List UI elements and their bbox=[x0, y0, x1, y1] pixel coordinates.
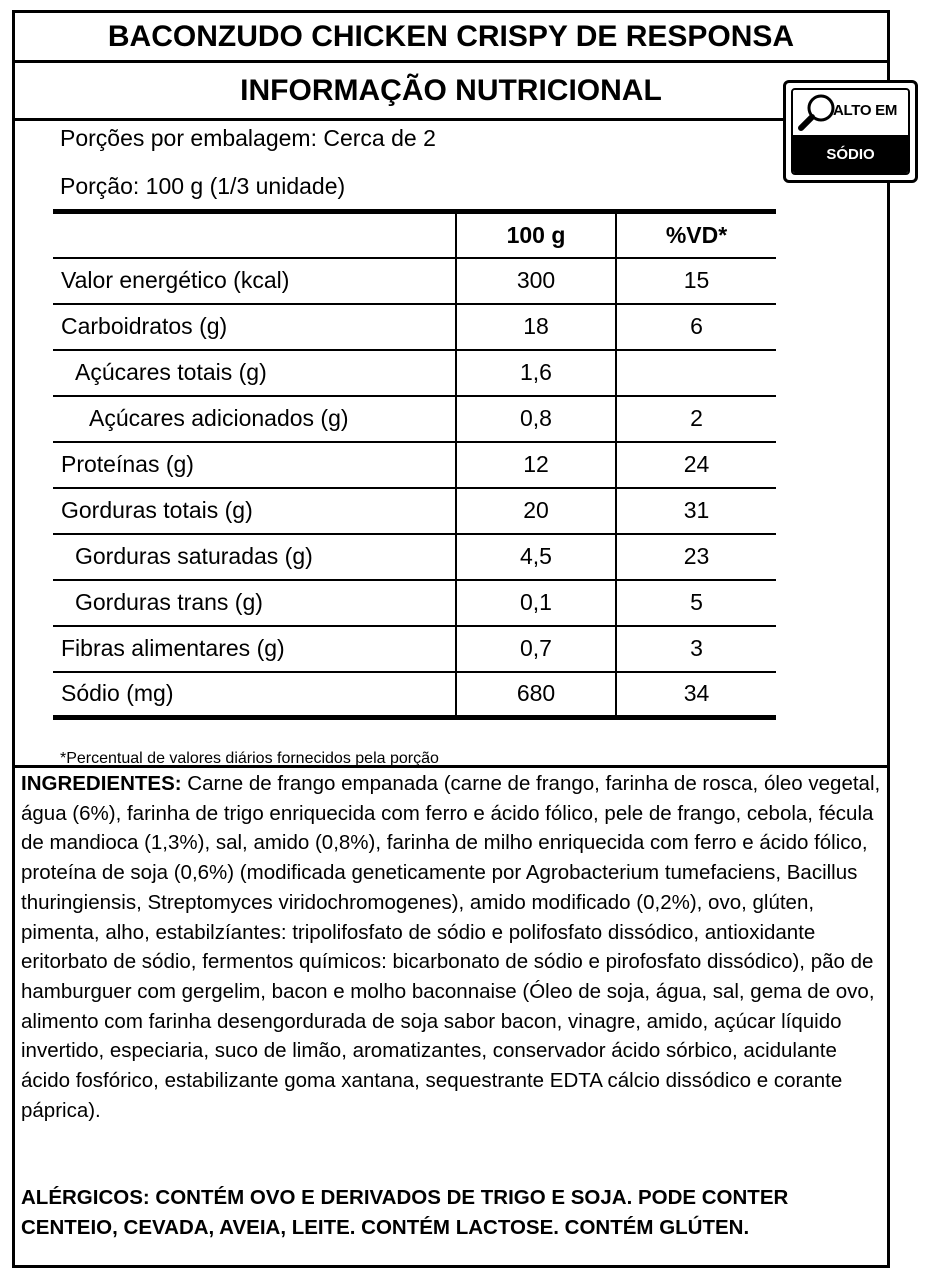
serving-size: Porção: 100 g (1/3 unidade) bbox=[60, 173, 346, 199]
product-name: BACONZUDO CHICKEN CRISPY DE RESPONSA bbox=[15, 13, 887, 63]
nutrient-value: 0,8 bbox=[456, 396, 616, 442]
nutrient-label: Açúcares totais (g) bbox=[53, 350, 456, 396]
nutrient-label: Gorduras totais (g) bbox=[53, 488, 456, 534]
high-sodium-badge bbox=[783, 80, 918, 183]
nutrition-table bbox=[53, 209, 776, 720]
ingredients-heading: INGREDIENTES: bbox=[21, 772, 182, 795]
nutrient-dv: 15 bbox=[616, 258, 776, 304]
table-row bbox=[53, 304, 776, 350]
table-row bbox=[53, 488, 776, 534]
nutrient-value: 0,1 bbox=[456, 580, 616, 626]
divider bbox=[15, 765, 887, 768]
badge-bottom-text: SÓDIO bbox=[793, 135, 908, 173]
servings-per-package: Porções por embalagem: Cerca de 2 bbox=[60, 125, 436, 151]
nutrient-dv bbox=[616, 350, 776, 396]
nutrient-value: 12 bbox=[456, 442, 616, 488]
nutrient-dv: 34 bbox=[616, 672, 776, 718]
nutrient-label: Carboidratos (g) bbox=[53, 304, 456, 350]
badge-top bbox=[793, 90, 908, 135]
badge-inner-border bbox=[791, 88, 910, 175]
nutrient-dv: 2 bbox=[616, 396, 776, 442]
nutrient-value: 300 bbox=[456, 258, 616, 304]
nutrient-value: 1,6 bbox=[456, 350, 616, 396]
nutrient-dv: 6 bbox=[616, 304, 776, 350]
nutrient-label: Gorduras trans (g) bbox=[53, 580, 456, 626]
badge-top-text: ALTO EM bbox=[833, 102, 898, 119]
nutrient-label: Fibras alimentares (g) bbox=[53, 626, 456, 672]
table-row bbox=[53, 580, 776, 626]
table-row bbox=[53, 672, 776, 718]
table-row bbox=[53, 396, 776, 442]
table-row bbox=[53, 442, 776, 488]
nutrient-value: 0,7 bbox=[456, 626, 616, 672]
header-label bbox=[53, 212, 456, 258]
nutrient-label: Proteínas (g) bbox=[53, 442, 456, 488]
ingredients-block bbox=[21, 769, 887, 1125]
nutrient-label: Sódio (mg) bbox=[53, 672, 456, 718]
table-row bbox=[53, 350, 776, 396]
header-daily-value: %VD* bbox=[616, 212, 776, 258]
nutrient-value: 680 bbox=[456, 672, 616, 718]
nutrient-dv: 5 bbox=[616, 580, 776, 626]
nutrient-label: Açúcares adicionados (g) bbox=[53, 396, 456, 442]
nutrient-label: Valor energético (kcal) bbox=[53, 258, 456, 304]
daily-value-footnote: *Percentual de valores diários fornecidos pela porção bbox=[60, 750, 439, 767]
allergens-statement: ALÉRGICOS: CONTÉM OVO E DERIVADOS DE TRIGO E SOJA. PODE CONTER CENTEIO, CEVADA, AVEIA, LEITE. CONTÉM LACTOSE. CONTÉM GLÚTEN. bbox=[21, 1186, 789, 1239]
ingredients-text: Carne de frango empanada (carne de frango, farinha de rosca, óleo vegetal, água (6%), farinha de trigo enriquecida com ferro e ácido fólico, pele de frango, cebola, fécula de mandioca (1,3%), sal, amido (0,8%), farinha de milho enriquecida com ferro e ácido fólico, proteína de soja (0,6%) (modificada geneticamente por Agrobacterium tumefaciens, Bacillus thuringiensis, Streptomyces viridochromogenes), amido modificado (0,2%), ovo, glúten, pimenta, alho, estabilzíantes: tripolifosfato de sódio e polifosfato dissódico, antioxidante eritorbato de sódio, fermentos químicos: bicarbonato de sódio e pirofosfato dissódico), pão de hamburguer com gergelim, bacon e molho baconnaise (Óleo de soja, água, sal, gema de ovo, alimento com farinha desengordurada de soja sabor bacon, vinagre, amido, açúcar líquido invertido, especiaria, suco de limão, aromatizantes, conservador ácido sórbico, acidulante ácido fosfórico, estabilizante goma xantana, sequestrante EDTA cálcio dissódico e corante páprica). bbox=[21, 772, 881, 1122]
nutrition-title: INFORMAÇÃO NUTRICIONAL bbox=[15, 63, 887, 121]
nutrition-label bbox=[12, 10, 890, 1268]
table-row bbox=[53, 534, 776, 580]
nutrient-value: 4,5 bbox=[456, 534, 616, 580]
nutrient-dv: 24 bbox=[616, 442, 776, 488]
nutrient-dv: 31 bbox=[616, 488, 776, 534]
nutrient-value: 18 bbox=[456, 304, 616, 350]
table-header-row bbox=[53, 212, 776, 258]
nutrient-label: Gorduras saturadas (g) bbox=[53, 534, 456, 580]
table-row bbox=[53, 258, 776, 304]
table-row bbox=[53, 626, 776, 672]
nutrient-dv: 3 bbox=[616, 626, 776, 672]
nutrient-value: 20 bbox=[456, 488, 616, 534]
nutrient-dv: 23 bbox=[616, 534, 776, 580]
header-per-100g: 100 g bbox=[456, 212, 616, 258]
